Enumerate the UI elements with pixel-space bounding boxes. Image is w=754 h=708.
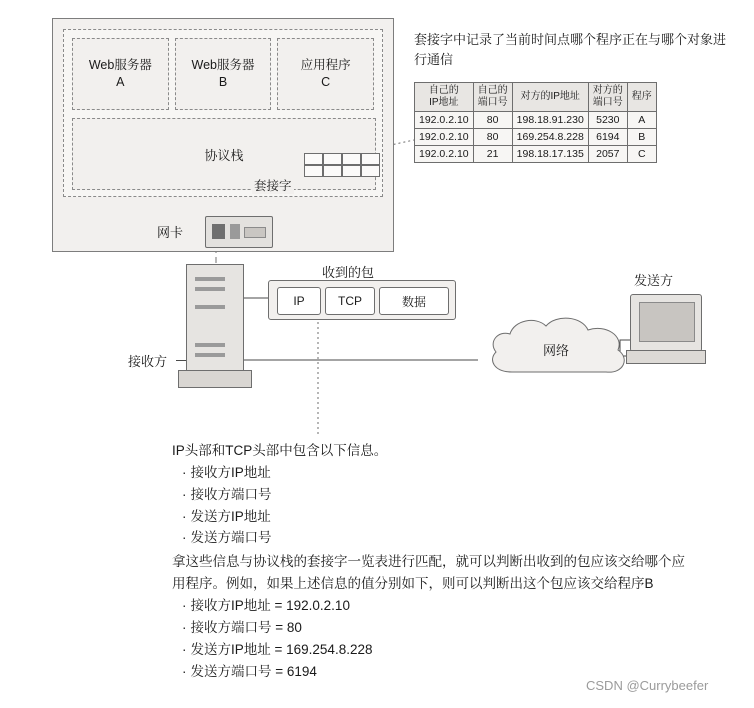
table-row — [415, 146, 657, 163]
table-row — [415, 112, 657, 129]
sender-monitor-icon — [630, 294, 702, 352]
sender-label: 发送方 — [634, 273, 674, 288]
list-item: · 接收方IP地址 — [182, 462, 692, 484]
nic-label: 网卡 — [157, 225, 184, 240]
sender-monitor-base — [626, 350, 706, 364]
socket-table-caption: 套接字中记录了当前时间点哪个程序正在与哪个对象进行通信 — [414, 32, 727, 68]
cell-peer-ip: 198.18.91.230 — [512, 112, 588, 129]
cell-peer-ip: 169.254.8.228 — [512, 129, 588, 146]
list-item: · 接收方端口号 — [182, 484, 692, 506]
list-item: · 发送方端口号 = 6194 — [182, 661, 692, 683]
cell-peer-port: 2057 — [588, 146, 627, 163]
list-item: · 接收方IP地址 = 192.0.2.10 — [182, 595, 692, 617]
app-b-line2: B — [218, 75, 228, 89]
protocol-stack-group — [63, 29, 383, 197]
list-item: · 发送方端口号 — [182, 527, 692, 549]
example-value-list — [172, 595, 692, 682]
socket-label: 套接字 — [252, 176, 294, 194]
col-peer-port-l2: 端口号 — [592, 97, 623, 108]
col-own-ip-l1: 自己的 — [428, 85, 459, 96]
cell-own-ip: 192.0.2.10 — [415, 129, 474, 146]
app-box-application-c — [277, 38, 374, 110]
server-tower-base — [178, 370, 252, 388]
col-own-port-l2: 端口号 — [477, 97, 508, 108]
table-header-row — [415, 83, 657, 112]
watermark: CSDN @Currybeefer — [586, 678, 709, 693]
list-item: · 发送方IP地址 — [182, 506, 692, 528]
app-a-line1: Web服务器 — [88, 58, 152, 73]
received-packet — [268, 280, 456, 320]
explanation-block — [172, 440, 692, 682]
col-peer-ip-l1: 对方的IP地址 — [520, 91, 580, 102]
app-a-line2: A — [116, 75, 125, 89]
col-peer-ip — [512, 83, 588, 112]
socket-table — [414, 82, 657, 163]
explanation-intro: IP头部和TCP头部中包含以下信息。 — [172, 443, 388, 458]
cell-own-port: 80 — [473, 129, 512, 146]
cell-peer-port: 6194 — [588, 129, 627, 146]
packet-segment-ip: IP — [277, 287, 321, 315]
app-b-line1: Web服务器 — [191, 58, 255, 73]
col-own-ip — [415, 83, 474, 112]
app-box-web-server-b — [175, 38, 272, 110]
col-peer-port-l1: 对方的 — [592, 85, 623, 96]
cell-peer-port: 5230 — [588, 112, 627, 129]
col-own-ip-l2: IP地址 — [429, 97, 459, 108]
col-program-l1: 程序 — [631, 91, 652, 102]
header-field-list — [172, 462, 692, 549]
network-cloud — [478, 310, 634, 388]
packet-segment-tcp: TCP — [325, 287, 375, 315]
cell-program: B — [627, 129, 656, 146]
application-row — [72, 38, 374, 110]
list-item: · 发送方IP地址 = 169.254.8.228 — [182, 639, 692, 661]
receiver-label: 接收方 — [128, 354, 168, 369]
cell-program: A — [627, 112, 656, 129]
cell-own-ip: 192.0.2.10 — [415, 146, 474, 163]
col-peer-port — [588, 83, 627, 112]
protocol-stack-label: 协议栈 — [204, 147, 244, 163]
socket-grid-icon — [304, 153, 380, 177]
app-c-line1: 应用程序 — [300, 58, 351, 73]
cell-program: C — [627, 146, 656, 163]
list-item: · 接收方端口号 = 80 — [182, 617, 692, 639]
cell-peer-ip: 198.18.17.135 — [512, 146, 588, 163]
cell-own-port: 21 — [473, 146, 512, 163]
col-own-port-l1: 自己的 — [477, 85, 508, 96]
cell-own-ip: 192.0.2.10 — [415, 112, 474, 129]
col-own-port — [473, 83, 512, 112]
received-packet-title: 收到的包 — [322, 265, 375, 280]
explanation-paragraph: 拿这些信息与协议栈的套接字一览表进行匹配，就可以判断出收到的包应该交给哪个应用程序。例如，如果上述信息的值分别如下，则可以判断出这个包应该交给程序B — [172, 554, 685, 592]
network-cloud-label: 网络 — [542, 343, 569, 358]
cell-own-port: 80 — [473, 112, 512, 129]
app-box-web-server-a — [72, 38, 169, 110]
packet-segment-data: 数据 — [379, 287, 449, 315]
host-machine-box — [52, 18, 394, 252]
table-row — [415, 129, 657, 146]
col-program — [627, 83, 656, 112]
network-card-icon — [205, 216, 273, 248]
server-tower-icon — [186, 264, 244, 386]
app-c-line2: C — [321, 75, 331, 89]
